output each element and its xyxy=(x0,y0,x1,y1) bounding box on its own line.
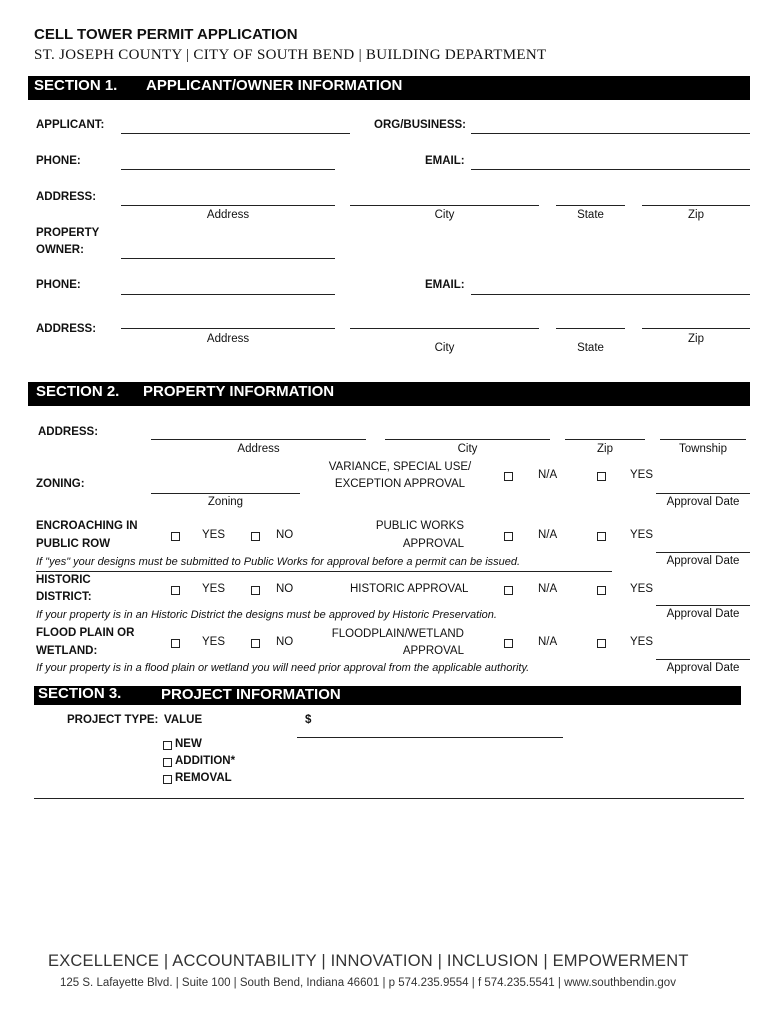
owner-zip-field[interactable] xyxy=(642,328,750,329)
property-caption-township: Township xyxy=(679,443,727,455)
applicant-email-label: EMAIL: xyxy=(425,155,465,167)
historic-approval-yes-checkbox[interactable] xyxy=(597,586,606,595)
historic-no-checkbox[interactable] xyxy=(251,586,260,595)
removal-checkbox[interactable] xyxy=(163,775,172,784)
owner-email-field[interactable] xyxy=(471,294,750,295)
caption-city: City xyxy=(434,209,455,221)
new-checkbox[interactable] xyxy=(163,741,172,750)
historic-yes-label: YES xyxy=(202,583,226,595)
applicant-email-field[interactable] xyxy=(471,169,750,170)
owner-city-field[interactable] xyxy=(350,328,539,329)
footer-values: EXCELLENCE | ACCOUNTABILITY | INNOVATION | INCLUSION | EMPOWERMENT xyxy=(48,952,689,970)
form-subtitle: ST. JOSEPH COUNTY | CITY OF SOUTH BEND | BUILDING DEPARTMENT xyxy=(34,47,547,63)
historic-label-1: HISTORIC xyxy=(36,574,91,586)
section-3-divider xyxy=(34,798,744,799)
section-3-number: SECTION 3. xyxy=(38,685,122,702)
public-works-note: If "yes" your designs must be submitted to Public Works for approval before a permit can be issued. xyxy=(36,556,521,568)
flood-no-label: NO xyxy=(276,636,294,648)
historic-no-label: NO xyxy=(276,583,294,595)
floodplain-label-2: APPROVAL xyxy=(402,645,464,657)
owner-caption-zip: Zip xyxy=(688,333,704,345)
floodplain-na-label: N/A xyxy=(538,636,558,648)
new-label: NEW xyxy=(175,738,202,750)
zoning-label: ZONING: xyxy=(36,478,85,490)
historic-na-checkbox[interactable] xyxy=(504,586,513,595)
dollar-sign: $ xyxy=(305,714,312,726)
historic-approval-date-field[interactable] xyxy=(656,605,750,606)
owner-phone-field[interactable] xyxy=(121,294,335,295)
org-business-label: ORG/BUSINESS: xyxy=(374,119,467,131)
addition-checkbox[interactable] xyxy=(163,758,172,767)
variance-yes-checkbox[interactable] xyxy=(597,472,606,481)
historic-approval-date-caption: Approval Date xyxy=(666,608,740,620)
owner-address-label: ADDRESS: xyxy=(36,323,97,335)
historic-na-label: N/A xyxy=(538,583,558,595)
public-works-na-checkbox[interactable] xyxy=(504,532,513,541)
encroaching-yes-checkbox[interactable] xyxy=(171,532,180,541)
property-zip-field[interactable] xyxy=(565,439,645,440)
applicant-address-label: ADDRESS: xyxy=(36,191,97,203)
encroaching-label-2: PUBLIC ROW xyxy=(36,538,111,550)
flood-label-1: FLOOD PLAIN OR xyxy=(36,627,135,639)
section-1-number: SECTION 1. xyxy=(34,77,118,94)
removal-label: REMOVAL xyxy=(175,772,232,784)
property-caption-city: City xyxy=(457,443,478,455)
variance-approval-date-field[interactable] xyxy=(656,493,750,494)
variance-approval-date-caption: Approval Date xyxy=(666,496,740,508)
project-value-field[interactable] xyxy=(297,737,563,738)
encroaching-no-label: NO xyxy=(276,529,294,541)
property-owner-label-2: OWNER: xyxy=(36,244,84,256)
applicant-zip-field[interactable] xyxy=(642,205,750,206)
public-works-approval-date-caption: Approval Date xyxy=(666,555,740,567)
historic-approval-yes-label: YES xyxy=(630,583,654,595)
variance-yes-label: YES xyxy=(630,469,654,481)
flood-note: If your property is in a flood plain or wetland you will need prior approval from the applicable authority. xyxy=(36,662,530,674)
property-city-field[interactable] xyxy=(385,439,550,440)
owner-phone-label: PHONE: xyxy=(36,279,81,291)
variance-na-checkbox[interactable] xyxy=(504,472,513,481)
section-3-header xyxy=(34,686,741,705)
property-owner-label-1: PROPERTY xyxy=(36,227,100,239)
historic-approval-label: HISTORIC APPROVAL xyxy=(350,583,469,595)
caption-address: Address xyxy=(206,209,250,221)
applicant-phone-label: PHONE: xyxy=(36,155,81,167)
divider-line xyxy=(36,571,612,572)
flood-yes-label: YES xyxy=(202,636,226,648)
property-caption-zip: Zip xyxy=(597,443,613,455)
section-2-number: SECTION 2. xyxy=(36,383,120,400)
applicant-state-field[interactable] xyxy=(556,205,625,206)
public-works-na-label: N/A xyxy=(538,529,558,541)
section-2-title: PROPERTY INFORMATION xyxy=(143,383,335,400)
variance-label-1: VARIANCE, SPECIAL USE/ xyxy=(328,461,472,473)
flood-yes-checkbox[interactable] xyxy=(171,639,180,648)
flood-label-2: WETLAND: xyxy=(36,645,98,657)
applicant-street-field[interactable] xyxy=(121,205,335,206)
public-works-label-2: APPROVAL xyxy=(402,538,464,550)
property-address-label: ADDRESS: xyxy=(38,426,99,438)
encroaching-yes-label: YES xyxy=(202,529,226,541)
property-caption-address: Address xyxy=(237,443,280,455)
variance-label-2: EXCEPTION APPROVAL xyxy=(334,478,466,490)
section-1-header xyxy=(28,76,750,100)
historic-label-2: DISTRICT: xyxy=(36,591,92,603)
historic-yes-checkbox[interactable] xyxy=(171,586,180,595)
floodplain-approval-date-field[interactable] xyxy=(656,659,750,660)
form-title: CELL TOWER PERMIT APPLICATION xyxy=(34,26,298,43)
org-business-field[interactable] xyxy=(471,133,750,134)
applicant-label: APPLICANT: xyxy=(36,119,105,131)
public-works-label-1: PUBLIC WORKS xyxy=(375,520,464,532)
value-label: VALUE xyxy=(164,714,203,726)
owner-caption-state: State xyxy=(577,342,604,354)
property-owner-field[interactable] xyxy=(121,258,335,259)
property-street-field[interactable] xyxy=(151,439,366,440)
floodplain-na-checkbox[interactable] xyxy=(504,639,513,648)
owner-street-field[interactable] xyxy=(121,328,335,329)
section-1-title: APPLICANT/OWNER INFORMATION xyxy=(146,77,403,94)
zoning-field[interactable] xyxy=(151,493,300,494)
floodplain-yes-checkbox[interactable] xyxy=(597,639,606,648)
footer-contact: 125 S. Lafayette Blvd. | Suite 100 | South Bend, Indiana 46601 | p 574.235.9554 | f 574.235.5541 | www.southbendin.gov xyxy=(60,977,676,989)
owner-caption-address: Address xyxy=(206,333,250,345)
owner-state-field[interactable] xyxy=(556,328,625,329)
applicant-field[interactable] xyxy=(121,133,350,134)
section-2-header xyxy=(28,382,750,406)
owner-caption-city: City xyxy=(434,342,455,354)
encroaching-label-1: ENCROACHING IN xyxy=(36,520,138,532)
public-works-approval-date-field[interactable] xyxy=(656,552,750,553)
flood-no-checkbox[interactable] xyxy=(251,639,260,648)
addition-label: ADDITION* xyxy=(175,755,236,767)
caption-zip: Zip xyxy=(688,209,704,221)
public-works-yes-checkbox[interactable] xyxy=(597,532,606,541)
applicant-city-field[interactable] xyxy=(350,205,539,206)
floodplain-approval-date-caption: Approval Date xyxy=(666,662,740,674)
public-works-yes-label: YES xyxy=(630,529,654,541)
historic-note: If your property is in an Historic District the designs must be approved by Historic Preservation. xyxy=(36,609,497,621)
floodplain-yes-label: YES xyxy=(630,636,654,648)
zoning-caption: Zoning xyxy=(207,496,244,508)
variance-na-label: N/A xyxy=(538,469,558,481)
encroaching-no-checkbox[interactable] xyxy=(251,532,260,541)
section-3-title: PROJECT INFORMATION xyxy=(161,686,341,703)
property-township-field[interactable] xyxy=(660,439,746,440)
applicant-phone-field[interactable] xyxy=(121,169,335,170)
floodplain-label-1: FLOODPLAIN/WETLAND xyxy=(331,628,464,640)
caption-state: State xyxy=(577,209,604,221)
project-type-label: PROJECT TYPE: xyxy=(67,714,159,726)
owner-email-label: EMAIL: xyxy=(425,279,465,291)
